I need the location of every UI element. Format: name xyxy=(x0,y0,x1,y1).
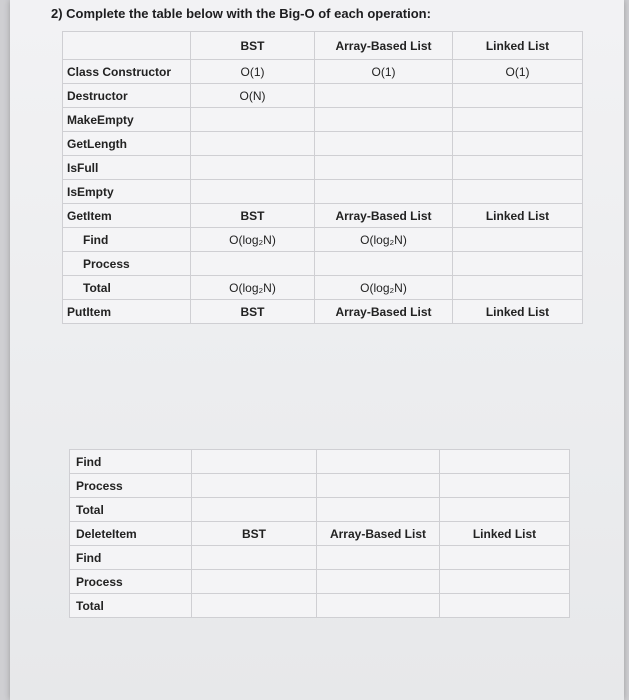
array-list-cell[interactable] xyxy=(315,156,453,180)
table-row xyxy=(63,180,583,204)
array-list-cell[interactable] xyxy=(315,108,453,132)
table-row xyxy=(63,84,583,108)
table-row xyxy=(63,300,583,324)
operation-label: Find xyxy=(70,546,192,570)
table-row xyxy=(70,594,570,618)
linked-list-cell[interactable]: Linked List xyxy=(453,32,583,60)
bst-cell[interactable] xyxy=(192,474,317,498)
array-list-cell[interactable] xyxy=(317,474,440,498)
operation-label: GetItem xyxy=(63,204,191,228)
linked-list-cell[interactable] xyxy=(440,498,570,522)
bst-cell[interactable]: BST xyxy=(191,32,315,60)
bst-cell[interactable] xyxy=(191,132,315,156)
linked-list-cell[interactable] xyxy=(453,84,583,108)
table-row xyxy=(63,156,583,180)
bst-cell[interactable]: BST xyxy=(192,522,317,546)
bst-cell[interactable]: O(1) xyxy=(191,60,315,84)
operation-label: PutItem xyxy=(63,300,191,324)
table-row xyxy=(70,546,570,570)
table-row xyxy=(70,474,570,498)
table-row xyxy=(63,132,583,156)
array-list-cell[interactable] xyxy=(315,84,453,108)
table-row xyxy=(63,276,583,300)
operation-label: Total xyxy=(70,594,192,618)
bst-cell[interactable]: O(N) xyxy=(191,84,315,108)
bst-cell[interactable]: O(log₂N) xyxy=(191,276,315,300)
array-list-cell[interactable] xyxy=(317,594,440,618)
bst-cell[interactable]: BST xyxy=(191,204,315,228)
table-row xyxy=(70,450,570,474)
bst-cell[interactable] xyxy=(192,498,317,522)
linked-list-cell[interactable] xyxy=(453,228,583,252)
table-row xyxy=(63,252,583,276)
bst-cell[interactable] xyxy=(192,594,317,618)
worksheet-page xyxy=(10,0,624,700)
linked-list-cell[interactable]: Linked List xyxy=(453,204,583,228)
linked-list-cell[interactable] xyxy=(453,252,583,276)
operation-label: DeleteItem xyxy=(70,522,192,546)
operation-label: Find xyxy=(63,228,191,252)
bst-cell[interactable] xyxy=(192,546,317,570)
linked-list-cell[interactable] xyxy=(453,156,583,180)
bst-cell[interactable] xyxy=(192,450,317,474)
bst-cell[interactable] xyxy=(191,180,315,204)
operation-label: Total xyxy=(63,276,191,300)
array-list-cell[interactable]: Array-Based List xyxy=(315,300,453,324)
big-o-table-top xyxy=(62,31,583,324)
array-list-cell[interactable]: O(1) xyxy=(315,60,453,84)
operation-label: Class Constructor xyxy=(63,60,191,84)
linked-list-cell[interactable] xyxy=(440,546,570,570)
array-list-cell[interactable] xyxy=(315,252,453,276)
linked-list-cell[interactable] xyxy=(440,570,570,594)
table-row xyxy=(63,108,583,132)
linked-list-cell[interactable] xyxy=(453,180,583,204)
question-title: 2) Complete the table below with the Big-O of each operation: xyxy=(51,6,431,21)
linked-list-cell[interactable] xyxy=(440,474,570,498)
linked-list-cell[interactable] xyxy=(453,276,583,300)
big-o-table-bottom xyxy=(69,449,570,618)
operation-label: MakeEmpty xyxy=(63,108,191,132)
table-row xyxy=(70,522,570,546)
bst-cell[interactable] xyxy=(191,156,315,180)
table-row xyxy=(70,570,570,594)
array-list-cell[interactable] xyxy=(317,498,440,522)
operation-label: GetLength xyxy=(63,132,191,156)
bst-cell[interactable]: O(log₂N) xyxy=(191,228,315,252)
array-list-cell[interactable] xyxy=(315,132,453,156)
operation-label: Process xyxy=(70,474,192,498)
table-row xyxy=(63,32,583,60)
operation-label: Destructor xyxy=(63,84,191,108)
bst-cell[interactable]: BST xyxy=(191,300,315,324)
linked-list-cell[interactable] xyxy=(440,450,570,474)
array-list-cell[interactable] xyxy=(317,546,440,570)
linked-list-cell[interactable]: Linked List xyxy=(453,300,583,324)
linked-list-cell[interactable]: O(1) xyxy=(453,60,583,84)
linked-list-cell[interactable] xyxy=(453,108,583,132)
linked-list-cell[interactable] xyxy=(453,132,583,156)
bst-cell[interactable] xyxy=(191,108,315,132)
array-list-cell[interactable]: O(log₂N) xyxy=(315,276,453,300)
array-list-cell[interactable]: O(log₂N) xyxy=(315,228,453,252)
array-list-cell[interactable] xyxy=(317,450,440,474)
bst-cell[interactable] xyxy=(192,570,317,594)
bst-cell[interactable] xyxy=(191,252,315,276)
table-row xyxy=(63,204,583,228)
array-list-cell[interactable]: Array-Based List xyxy=(315,32,453,60)
table-row xyxy=(63,228,583,252)
array-list-cell[interactable]: Array-Based List xyxy=(315,204,453,228)
operation-label: IsFull xyxy=(63,156,191,180)
linked-list-cell[interactable]: Linked List xyxy=(440,522,570,546)
table-row xyxy=(70,498,570,522)
operation-label xyxy=(63,32,191,60)
operation-label: Process xyxy=(63,252,191,276)
operation-label: Process xyxy=(70,570,192,594)
operation-label: IsEmpty xyxy=(63,180,191,204)
table-row xyxy=(63,60,583,84)
linked-list-cell[interactable] xyxy=(440,594,570,618)
operation-label: Find xyxy=(70,450,192,474)
array-list-cell[interactable]: Array-Based List xyxy=(317,522,440,546)
array-list-cell[interactable] xyxy=(315,180,453,204)
array-list-cell[interactable] xyxy=(317,570,440,594)
operation-label: Total xyxy=(70,498,192,522)
